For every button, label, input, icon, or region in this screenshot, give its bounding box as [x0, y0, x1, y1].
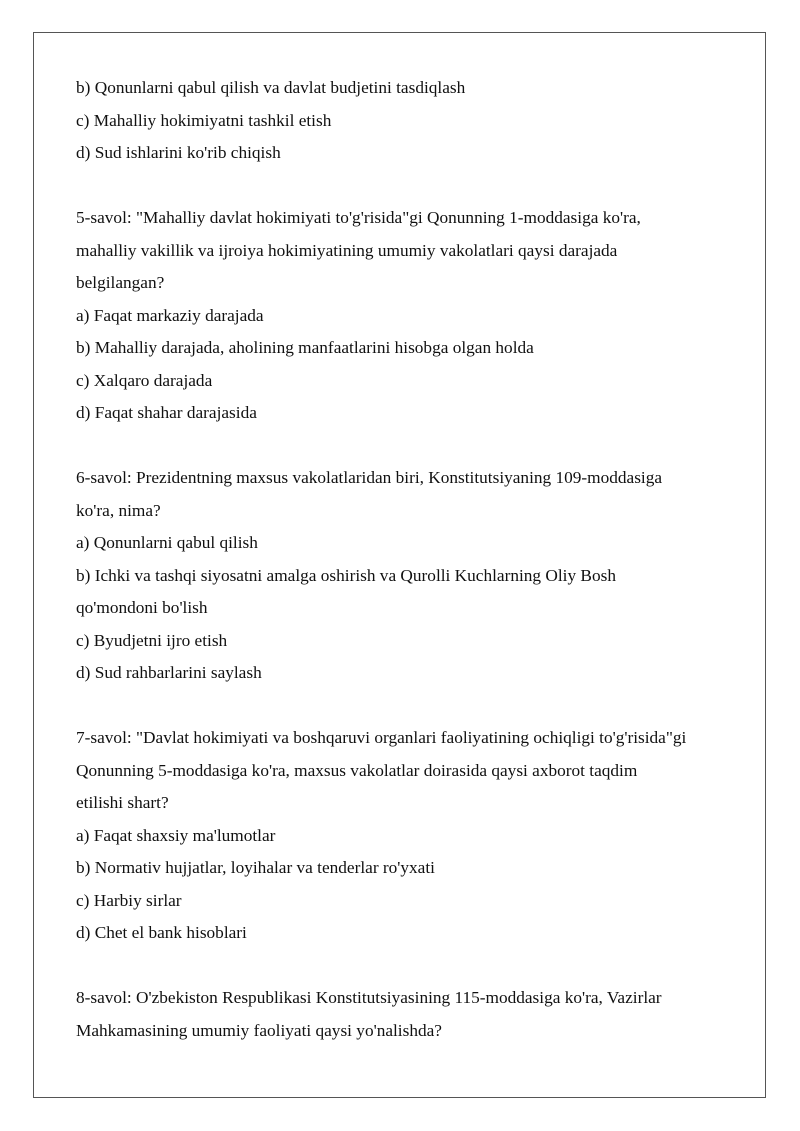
paragraph-gap — [76, 690, 748, 723]
option-d: d) Faqat shahar darajasida — [76, 403, 257, 422]
question-text-line: 8-savol: O'zbekiston Respublikasi Konstitutsiyasining 115-moddasiga ko'ra, Vazirlar — [76, 988, 662, 1007]
question-8 — [76, 982, 748, 1047]
question-4-remaining-options — [76, 72, 748, 170]
option-d: d) Chet el bank hisoblari — [76, 923, 247, 942]
paragraph-gap — [76, 170, 748, 203]
option-a: a) Faqat shaxsiy ma'lumotlar — [76, 825, 276, 845]
option-b: b) Qonunlarni qabul qilish va davlat budjetini tasdiqlash — [76, 78, 466, 97]
question-text-line: Mahkamasining umumiy faoliyati qaysi yo'nalishda? — [76, 1020, 442, 1040]
option-a: a) Qonunlarni qabul qilish — [76, 533, 258, 552]
option-b: b) Normativ hujjatlar, loyihalar va tenderlar ro'yxati — [76, 858, 435, 877]
question-text-line: 7-savol: "Davlat hokimiyati va boshqaruvi organlari faoliyatining ochiqligi to'g'risida"gi — [76, 728, 687, 747]
option-b: b) Ichki va tashqi siyosatni amalga oshirish va Qurolli Kuchlarning Oliy Bosh — [76, 565, 616, 585]
question-5 — [76, 202, 748, 430]
paragraph-gap — [76, 430, 748, 463]
question-text-line: 5-savol: "Mahalliy davlat hokimiyati to'g'risida"gi Qonunning 1-moddasiga ko'ra, — [76, 208, 641, 227]
question-text-line: 6-savol: Prezidentning maxsus vakolatlaridan biri, Konstitutsiyaning 109-moddasiga — [76, 468, 663, 487]
question-text-line: etilishi shart? — [76, 793, 169, 812]
option-c: c) Xalqaro darajada — [76, 370, 213, 390]
question-7 — [76, 722, 748, 950]
option-d: d) Sud rahbarlarini saylash — [76, 663, 262, 682]
document-body — [76, 72, 748, 1047]
option-b: b) Mahalliy darajada, aholining manfaatlarini hisobga olgan holda — [76, 338, 534, 357]
question-text-line: belgilangan? — [76, 273, 165, 292]
option-d: d) Sud ishlarini ko'rib chiqish — [76, 143, 281, 162]
option-c: c) Harbiy sirlar — [76, 890, 182, 910]
option-c: c) Byudjetni ijro etish — [76, 630, 228, 650]
paragraph-gap — [76, 950, 748, 983]
question-6 — [76, 462, 748, 690]
option-c: c) Mahalliy hokimiyatni tashkil etish — [76, 110, 332, 130]
question-text-line: Qonunning 5-moddasiga ko'ra, maxsus vakolatlar doirasida qaysi axborot taqdim — [76, 760, 638, 780]
option-a: a) Faqat markaziy darajada — [76, 305, 264, 325]
question-text-line: ko'ra, nima? — [76, 500, 161, 520]
option-b-continued: qo'mondoni bo'lish — [76, 598, 208, 617]
question-text-line: mahalliy vakillik va ijroiya hokimiyatining umumiy vakolatlari qaysi darajada — [76, 240, 618, 260]
